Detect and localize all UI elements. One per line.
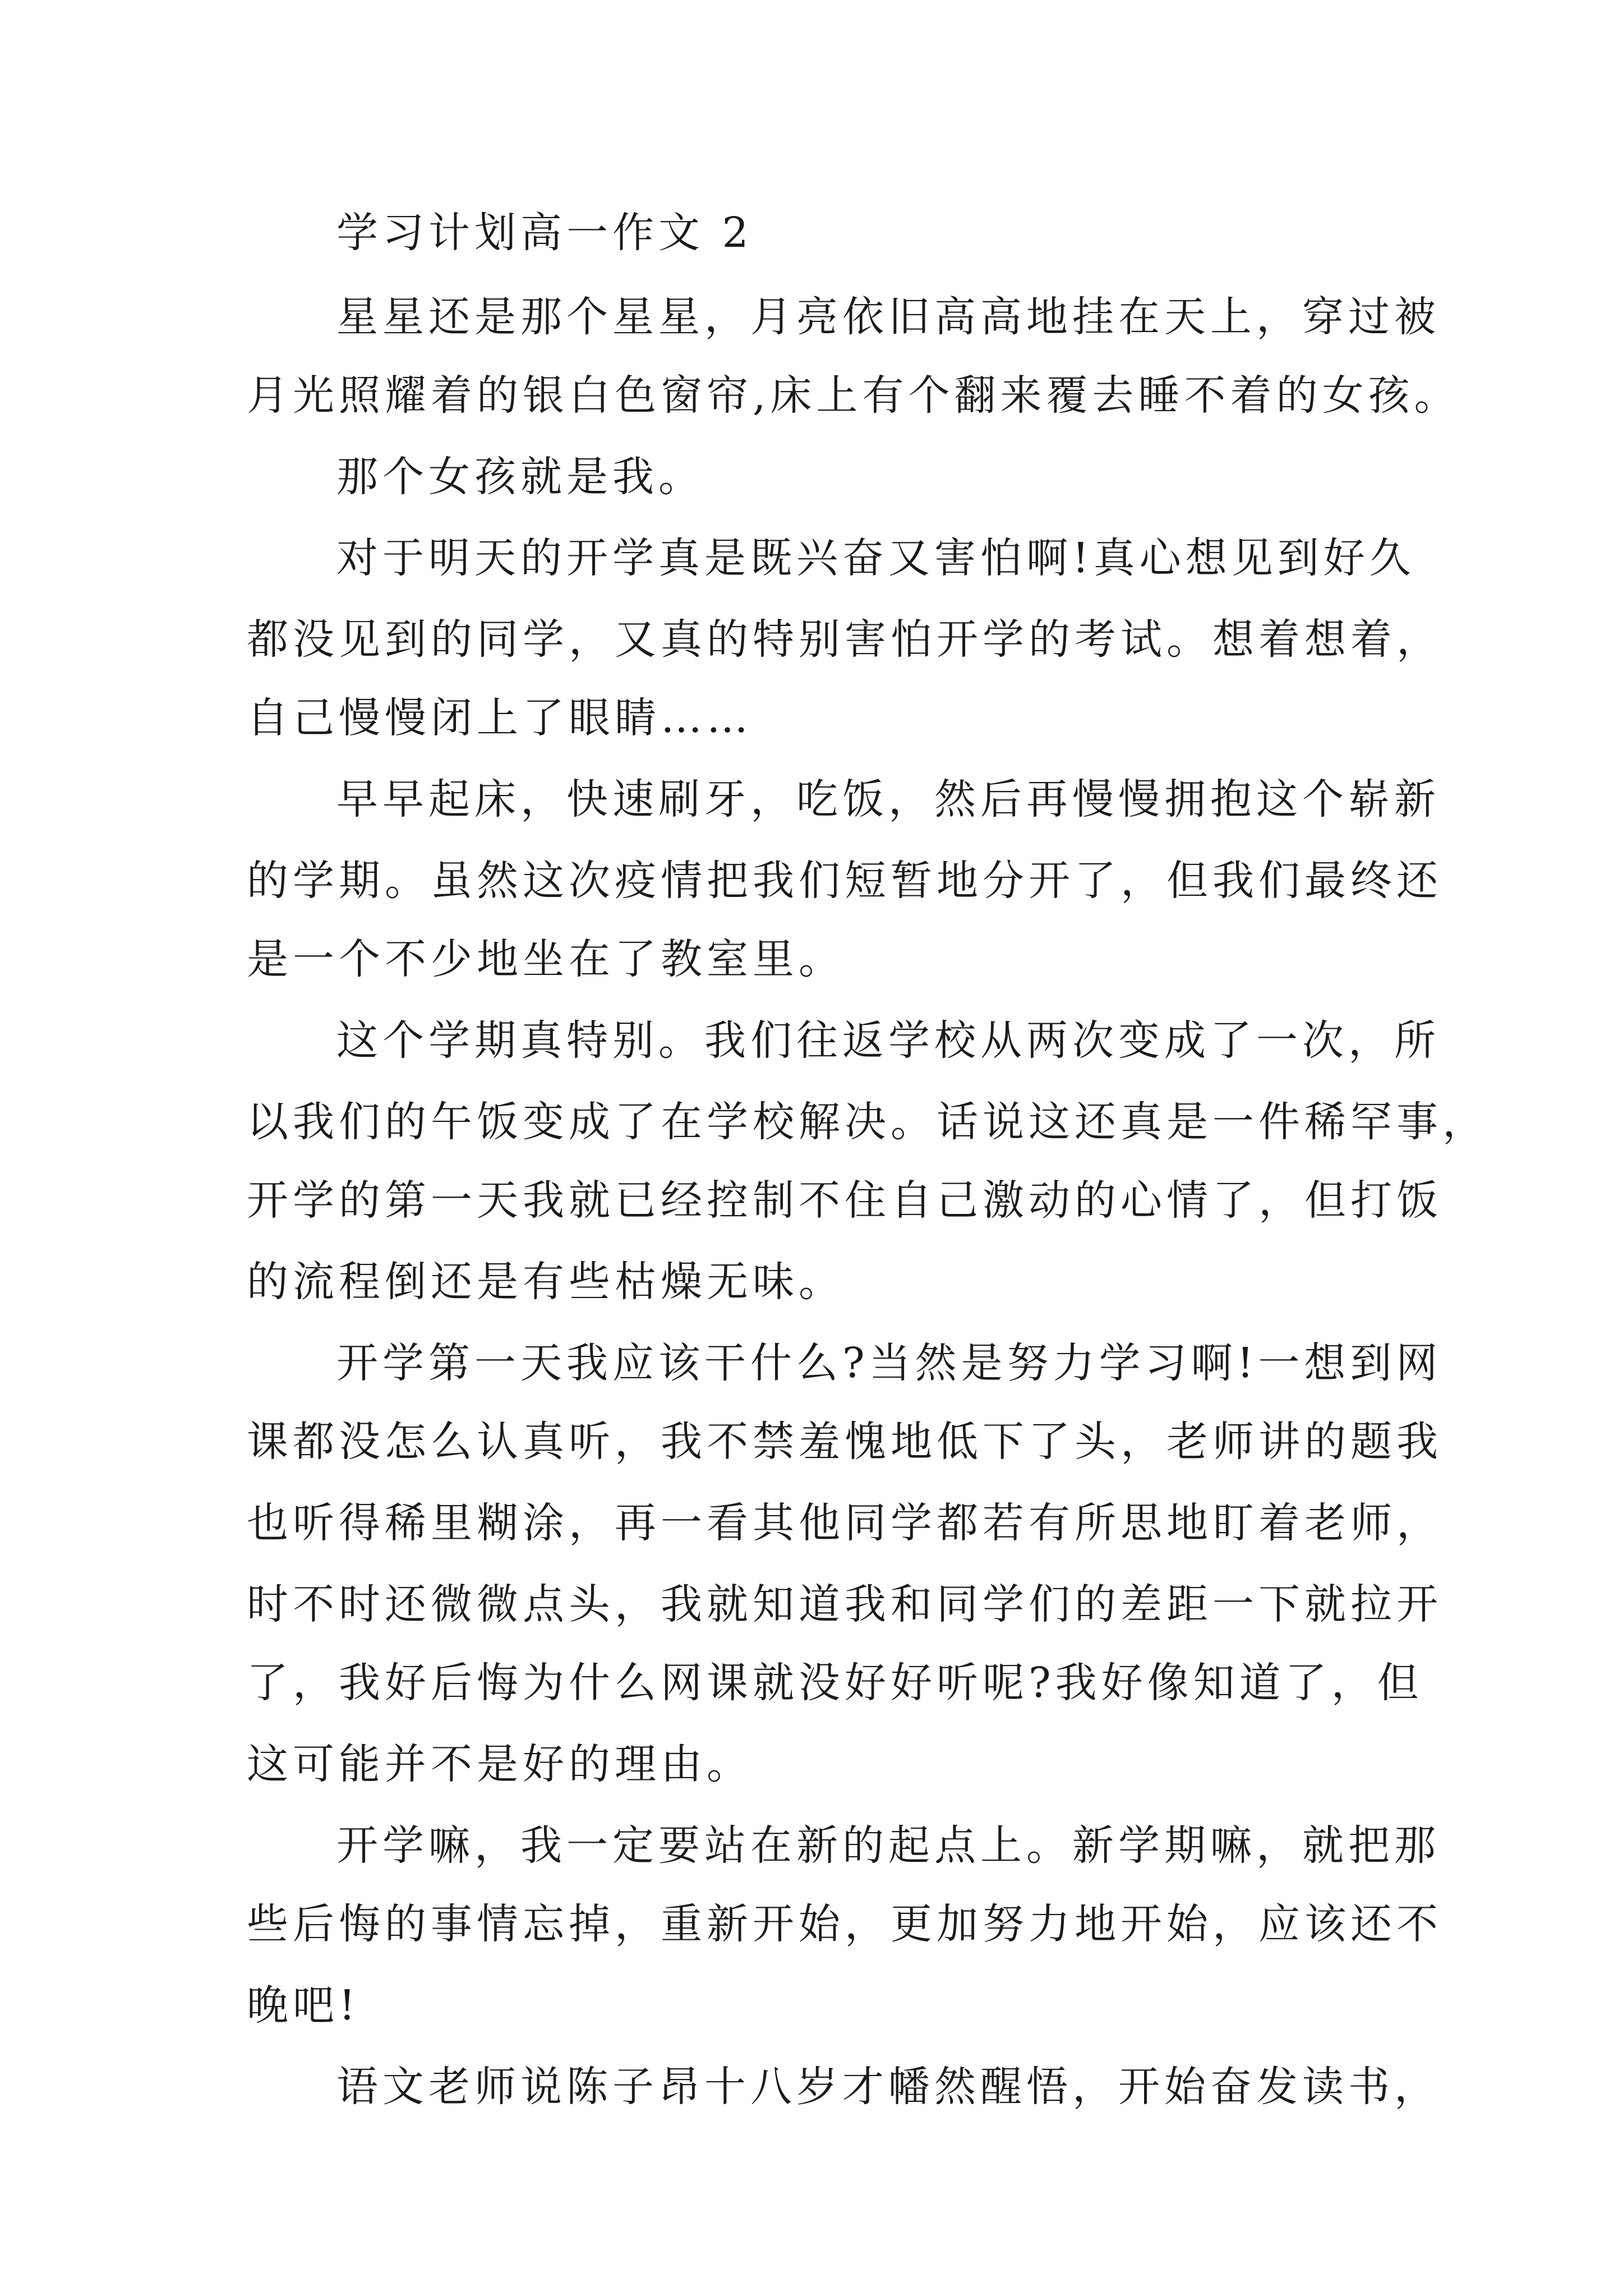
text-line: 晚吧! (247, 1981, 360, 2030)
text-line: 以我们的午饭变成了在学校解决。话说这还真是一件稀罕事， (247, 1098, 1488, 1146)
text-line: 是一个不少地坐在了教室里。 (247, 935, 845, 983)
text-line: 开学嘛，我一定要站在新的起点上。新学期嘛，就把那 (336, 1821, 1440, 1870)
text-line: 的流程倒还是有些枯燥无味。 (247, 1258, 845, 1306)
text-line: 那个女孩就是我。 (336, 453, 704, 501)
text-line: 这可能并不是好的理由。 (247, 1740, 753, 1788)
text-line: 都没见到的同学，又真的特别害怕开学的考试。想着想着， (247, 615, 1442, 664)
text-line: 开学第一天我应该干什么?当然是努力学习啊!一想到网 (336, 1339, 1442, 1387)
text-line: 时不时还微微点头，我就知道我和同学们的差距一下就拉开 (247, 1580, 1442, 1628)
text-line: 这个学期真特别。我们往返学校从两次变成了一次，所 (336, 1016, 1440, 1065)
text-line: 语文老师说陈子昂十八岁才幡然醒悟，开始奋发读书， (336, 2063, 1440, 2111)
text-line: 对于明天的开学真是既兴奋又害怕啊!真心想见到好久 (336, 534, 1415, 582)
text-line: 自己慢慢闭上了眼睛…… (247, 694, 753, 742)
document-title: 学习计划高一作文 2 (336, 209, 753, 257)
text-line: 了，我好后悔为什么网课就没好好听呢?我好像知道了，但 (247, 1659, 1423, 1707)
text-line: 的学期。虽然这次疫情把我们短暂地分开了，但我们最终还 (247, 857, 1442, 905)
text-line: 也听得稀里糊涂，再一看其他同学都若有所思地盯着老师， (247, 1499, 1442, 1547)
text-line: 课都没怎么认真听，我不禁羞愧地低下了头，老师讲的题我 (247, 1418, 1442, 1466)
text-line: 月光照耀着的银白色窗帘,床上有个翻来覆去睡不着的女孩。 (247, 371, 1460, 420)
text-line: 星星还是那个星星，月亮依旧高高地挂在天上，穿过被 (336, 293, 1440, 341)
text-line: 早早起床，快速刷牙，吃饭，然后再慢慢拥抱这个崭新 (336, 775, 1440, 823)
text-line: 开学的第一天我就已经控制不住自己激动的心情了，但打饭 (247, 1176, 1442, 1225)
text-line: 些后悔的事情忘掉，重新开始，更加努力地开始，应该还不 (247, 1900, 1442, 1948)
